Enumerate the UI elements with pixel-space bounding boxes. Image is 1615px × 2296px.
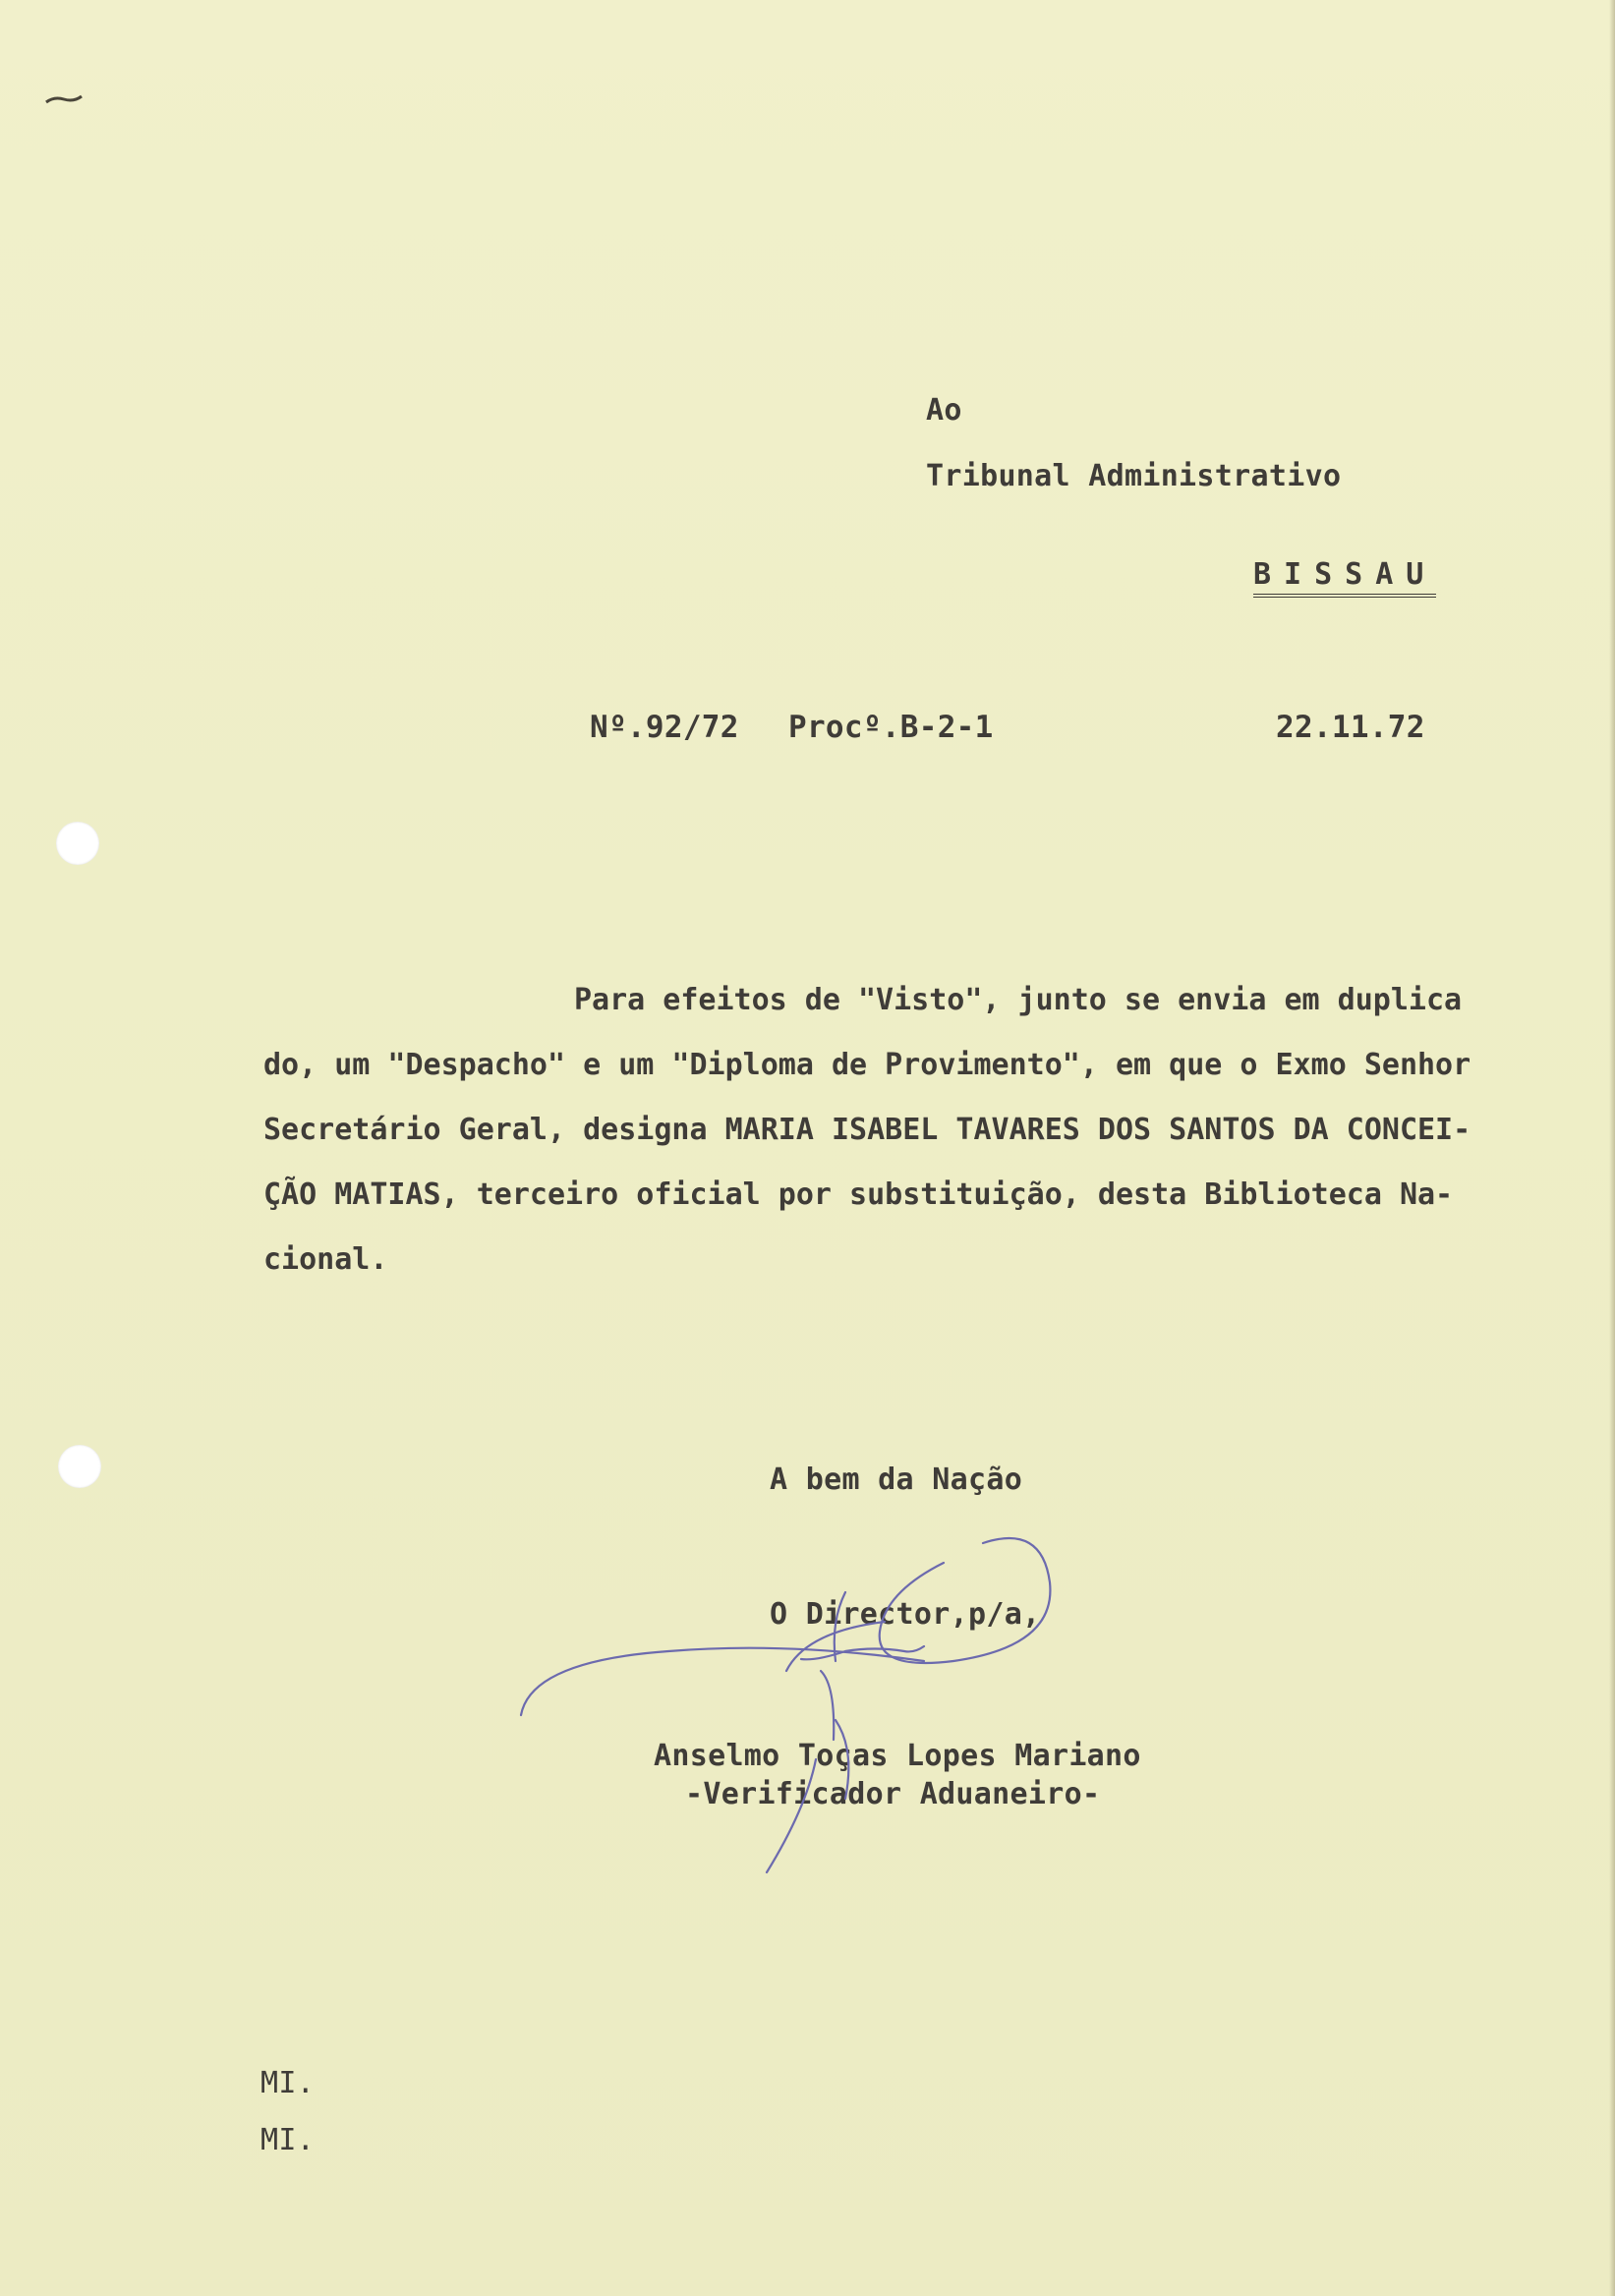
body-line: cional. [263,1242,388,1277]
signer-name: Anselmo Toças Lopes Mariano [654,1739,1141,1773]
address-salutation: Ao [926,393,962,428]
body-line: do, um "Despacho" e um "Diploma de Provimento", em que o Exmo Senhor [263,1048,1471,1082]
body-line: Secretário Geral, designa MARIA ISABEL TAVARES DOS SANTOS DA CONCEI- [263,1113,1471,1147]
closing-phrase: A bem da Nação [770,1463,1023,1497]
punch-hole-bottom [58,1445,101,1488]
page-edge-shadow [1609,0,1615,2296]
signer-role: -Verificador Aduaneiro- [685,1777,1101,1811]
ink-speck-mark [44,90,84,106]
punch-hole-top [56,822,99,865]
address-city: BISSAU [1253,557,1436,598]
letter-body [263,968,1571,1292]
reference-number: Nº.92/72 [590,710,739,745]
typist-initials: MI. [260,2066,316,2100]
reference-date: 22.11.72 [1276,710,1425,745]
reference-process: Procº.B-2-1 [788,710,994,745]
typist-initials: MI. [260,2123,316,2157]
address-recipient: Tribunal Administrativo [926,459,1342,493]
body-line: Para efeitos de "Visto", junto se envia em duplica [574,983,1463,1017]
signoff-title: O Director,p/a, [770,1597,1041,1632]
body-line: ÇÃO MATIAS, terceiro oficial por substituição, desta Biblioteca Na- [263,1177,1454,1212]
